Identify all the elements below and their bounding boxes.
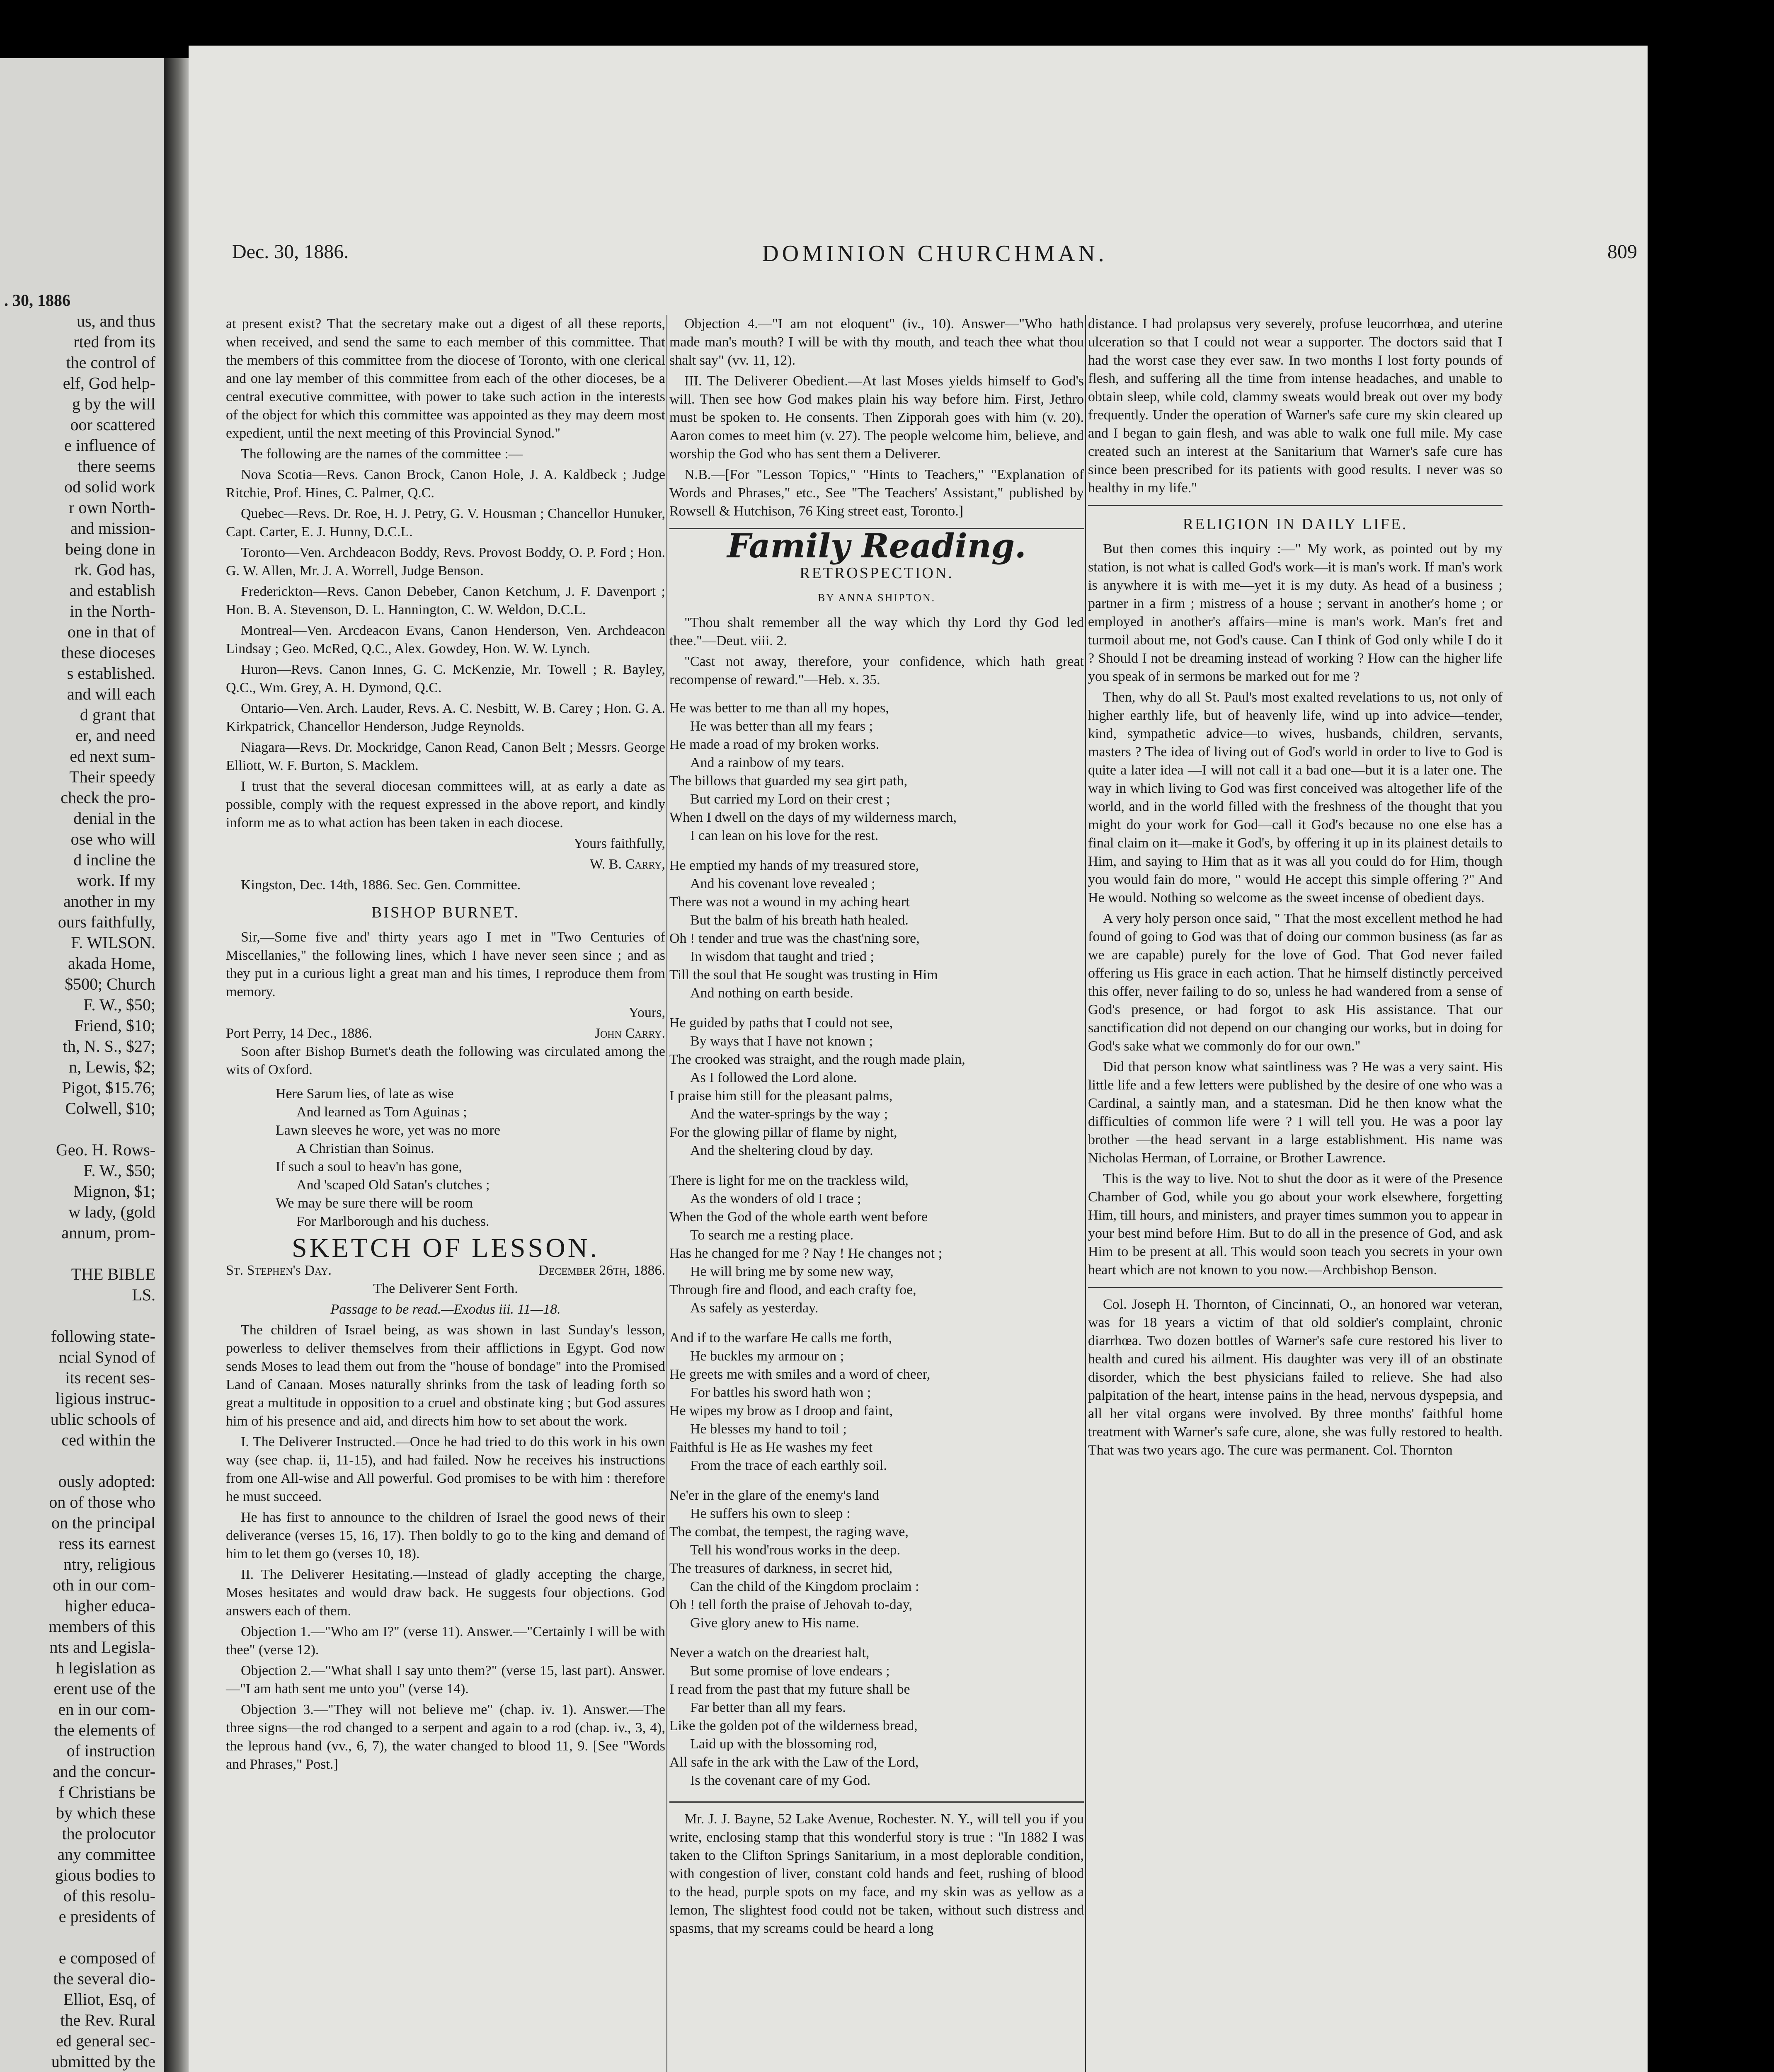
epigraph: "Thou shalt remember all the way which thy Lord thy God led thee."—Deut. viii. 2.	[669, 615, 1084, 649]
poem-line: Has he changed for me ? Nay ! He changes not ;	[669, 1246, 943, 1261]
adjacent-page-line: n, Lewis, $2;	[69, 1058, 155, 1076]
adjacent-page-line: Friend, $10;	[74, 1016, 155, 1035]
poem-line: Laid up with the blossoming rod,	[690, 1736, 877, 1752]
adjacent-page-line: the elements of	[54, 1721, 155, 1739]
section-rule	[1088, 505, 1503, 506]
poem-line: Oh ! tender and true was the chast'ning sore,	[669, 931, 920, 946]
poem-stanza	[669, 1329, 1084, 1475]
burnet-signature	[226, 1024, 665, 1043]
poem-line: In wisdom that taught and tried ;	[690, 949, 874, 964]
sketch-body	[226, 1321, 665, 1774]
adjacent-page-line: being done in	[65, 540, 155, 558]
adjacent-page-line: us, and thus	[77, 312, 155, 330]
sketch-title: SKETCH OF LESSON.	[292, 1233, 599, 1263]
sketch-dateline	[226, 1261, 665, 1280]
adjacent-page-line: and establish	[69, 581, 155, 600]
poem-line: But carried my Lord on their crest ;	[690, 792, 890, 807]
adjacent-page-line: and will each	[67, 685, 155, 703]
adjacent-page-line: these dioceses	[61, 643, 155, 662]
adjacent-page-line: ours faithfully,	[58, 913, 155, 931]
poem-stanza	[669, 1014, 1084, 1160]
committee-diocese: Niagara—Revs. Dr. Mockridge, Canon Read, Canon Belt ; Messrs. George Elliott, W. F. Burton, S. Macklem.	[226, 740, 665, 773]
poem-line: All safe in the ark with the Law of the Lord,	[669, 1755, 919, 1770]
adjacent-page-line: e influence of	[64, 436, 155, 455]
adjacent-page-date: . 30, 1886	[4, 291, 70, 310]
column-2	[669, 315, 1084, 1940]
adjacent-page-line: od solid work	[64, 477, 155, 496]
committee-diocese: Toronto—Ven. Archdeacon Boddy, Revs. Provost Boddy, O. P. Ford ; Hon. G. W. Allen, Mr. J. A. Worrell, Judge Benson.	[226, 545, 665, 579]
sketch-paragraph: The children of Israel being, as was shown in last Sunday's lesson, powerless to deliver themselves from their afflictions in Egypt. God now sends Moses to lead them out from the "house of bondage" into the Promised Land of Canaan. Moses naturally shrinks from the task of leading forth so great a multitude in opposition to a cruel and obstinate king ; but God assures him of his presence and aid, and directs him how to set about the work.	[226, 1322, 665, 1429]
poem-line: Ne'er in the glare of the enemy's land	[669, 1488, 879, 1503]
poem-line: And a rainbow of my tears.	[690, 755, 845, 770]
adjacent-page-line: denial in the	[73, 809, 155, 828]
adjacent-page-line: d incline the	[73, 850, 155, 869]
poem-line: He emptied my hands of my treasured store,	[669, 858, 919, 873]
adjacent-page-line	[0, 1243, 164, 1264]
adjacent-page-line	[0, 1305, 164, 1326]
committee-diocese: Frederickton—Revs. Canon Debeber, Canon Ketchum, J. F. Davenport ; Hon. B. A. Stevenson, D. L. Hannington, C. W. Weldon, D.C.L.	[226, 584, 665, 617]
adjacent-page-line: Mignon, $1;	[73, 1182, 155, 1201]
committee-text: at present exist? That the secretary make out a digest of all these reports, when received, and send the same to each member of this committee. That the members of this committee from the diocese of Toronto, with one clerical and one lay member of this committee from each of the other dioceses, be a central executive committee, with power to take such action in the interests of the object for which this committee was appointed as they may deem most expedient, until the next meeting of this Provincial Synod."	[226, 316, 665, 441]
adjacent-page-line: erent use of the	[53, 1679, 155, 1698]
committee-diocese: Quebec—Revs. Dr. Roe, H. J. Petry, G. V. Housman ; Chancellor Hunuker, Capt. Carter, E. J. Hunny, D.C.L.	[226, 506, 665, 540]
poem-line: I read from the past that my future shall be	[669, 1682, 910, 1697]
poem-line: Far better than all my fears.	[690, 1700, 846, 1715]
poem-line: Never a watch on the dreariest halt,	[669, 1645, 870, 1661]
religion-paragraph: A very holy person once said, " That the most excellent method he had found of going to God was that of doing our common business (as far as we are capable) purely for the love of God. That God never failed offering us His grace in each action. That he himself distinctly perceived this offer, never failing to do so, unless he had wandered from a sense of God's presence, or had forgot to ask His assistance. That our sanctification did not depend on our changing our works, but in doing for God's sake what we commonly do for our own."	[1088, 911, 1503, 1054]
adjacent-page-line: Colwell, $10;	[65, 1099, 155, 1118]
signer: W. B. Carry,	[589, 857, 665, 872]
poem-line: He will bring me by some new way,	[690, 1264, 894, 1279]
column-rule	[666, 315, 667, 2072]
closing-text: I trust that the several diocesan committees will, at as early a date as possible, comply with the request expressed in the above report, and kindly inform me as to what action has been taken in each diocese.	[226, 779, 665, 830]
column-1	[226, 315, 665, 1776]
section-rule	[669, 1801, 1084, 1803]
poem-line: To search me a resting place.	[690, 1227, 854, 1243]
sketch-day: St. Stephen's Day.	[226, 1263, 332, 1278]
adjacent-page-line: akada Home,	[68, 954, 155, 973]
sketch-paragraph: He has first to announce to the children of Israel the good news of their deliverance (verses 15, 16, 17). Then boldly to go to the king and demand of him to let them go (verses 10, 18).	[226, 1510, 665, 1561]
poem-line: For the glowing pillar of flame by night,	[669, 1125, 897, 1140]
poem-line: And 'scaped Old Satan's clutches ;	[296, 1177, 490, 1193]
lesson-paragraph: III. The Deliverer Obedient.—At last Moses yields himself to God's will. Then see how God makes plain his way before him. First, Jethro must be spoken to. He consents. Then Zipporah goes with him (v. 20). Aaron comes to meet him (v. 27). The people welcome him, believe, and worship the God who has sent them a Deliverer.	[669, 373, 1084, 462]
adjacent-page-line: r own North-	[69, 498, 155, 517]
poem-line: If such a soul to heav'n has gone,	[276, 1159, 462, 1174]
sketch-date: December 26th, 1886.	[538, 1263, 665, 1278]
adjacent-page-line: ncial Synod of	[58, 1348, 155, 1366]
poem-line: But some promise of love endears ;	[690, 1663, 890, 1679]
sketch-paragraph: II. The Deliverer Hesitating.—Instead of gladly accepting the charge, Moses hesitates and would draw back. He suggests four objections. God answers each of them.	[226, 1567, 665, 1619]
poem-line: By ways that I have not known ;	[690, 1034, 873, 1049]
adjacent-page-line: THE BIBLE	[71, 1265, 155, 1283]
adjacent-page-line: e presidents of	[58, 1907, 155, 1926]
poem-line: And the water-springs by the way ;	[690, 1106, 888, 1122]
burnet-yours: Yours,	[628, 1005, 665, 1020]
adjacent-page-line: the several dio-	[53, 1969, 155, 1988]
poem-line: Oh ! tell forth the praise of Jehovah to-day,	[669, 1597, 913, 1612]
adjacent-page-line: annum, prom-	[61, 1223, 155, 1242]
adjacent-page-line: oth in our com-	[53, 1576, 155, 1594]
adjacent-page-line: ose who will	[70, 830, 155, 848]
lesson-continued	[669, 315, 1084, 520]
adjacent-page-line: ed general sec-	[56, 2031, 155, 2050]
poem-line: Till the soul that He sought was trusting in Him	[669, 967, 938, 983]
adjacent-page-line: by which these	[56, 1803, 155, 1822]
epigraph: "Cast not away, therefore, your confidence, which hath great recompense of reward."—Heb. x. 35.	[669, 654, 1084, 687]
poem-line: And nothing on earth beside.	[690, 985, 853, 1001]
adjacent-page-line: the prolocutor	[62, 1824, 155, 1843]
adjacent-page-line: th, N. S., $27;	[63, 1037, 155, 1055]
poem-line: The crooked was straight, and the rough made plain,	[669, 1052, 965, 1067]
poem-line: Here Sarum lies, of late as wise	[276, 1086, 454, 1101]
adjacent-page-line: and the concur-	[53, 1762, 155, 1781]
retrospection-title: RETROSPECTION.	[800, 564, 954, 582]
religion-paragraph: Then, why do all St. Paul's most exalted revelations to us, not only of higher earthly life, but of heavenly life, wind up into advice—tender, kind, sympathetic advice—to wives, husbands, children, servants, masters ? The idea of living out of God's world in order to live to God is quite a later idea —I will not call it a bad one—but it is a later one. The way in which living to God was first conceived was altogether life of the world, and in the world filled with the freshness of the thought that you might do your work for God—call it God's because no one else has a final claim on it—make it God's, by offering it up in its plainest details to Him, and saying to Him that as it was all you could do for Him, though you would fain do more, " would He accept this simple offering ?" And He would. Nothing so welcome as the sweet incense of obedient days.	[1088, 690, 1503, 905]
poem-line: When the God of the whole earth went before	[669, 1209, 928, 1225]
poem-line: As safely as yesterday.	[690, 1300, 819, 1316]
poem-line: And his covenant love revealed ;	[690, 876, 875, 891]
poem-stanza	[669, 857, 1084, 1002]
poem-line: Like the golden pot of the wilderness bread,	[669, 1718, 918, 1733]
committee-names-intro: The following are the names of the committee :—	[241, 446, 523, 462]
burnet-letter: Sir,—Some five and' thirty years ago I met in "Two Centuries of Miscellanies," the following lines, which I have never seen since ; and as they put in a curious light a great man and his times, I reproduce them from memory.	[226, 929, 665, 1000]
poem-line: And the sheltering cloud by day.	[690, 1143, 873, 1158]
adjacent-page-line: and mission-	[70, 519, 155, 537]
advert-bayne-continued: distance. I had prolapsus very severely, profuse leucorrhœa, and uterine ulceration so that I could not wear a supporter. The doctors said that I had the worst case they ever saw. In two months I lost forty pounds of flesh, and suffering all the time from intense headaches, and unable to obtain sleep, while cold, clammy sweats would break out over my body frequently. Under the operation of Warner's safe cure my skin cleared up and I began to gain flesh, and was able to walk one full mile. My case created such an interest at the Sanitarium that Warner's safe cure has since been prescribed for its patients with good results. I never was so healthy in my life."	[1088, 316, 1503, 496]
adjacent-page-line: g by the will	[72, 395, 155, 413]
sketch-subtitle: The Deliverer Sent Forth.	[373, 1281, 518, 1296]
poem-stanza	[669, 699, 1084, 845]
poem-line: He buckles my armour on ;	[690, 1348, 844, 1364]
retrospection-author: BY ANNA SHIPTON.	[817, 592, 936, 604]
adjacent-page-line: of this resolu-	[63, 1886, 155, 1905]
column-3	[1088, 315, 1503, 1462]
religion-title: RELIGION IN DAILY LIFE.	[1183, 516, 1408, 533]
adjacent-page-line: Pigot, $15.76;	[62, 1078, 155, 1097]
dark-margin	[1648, 0, 1774, 2072]
adjacent-page-line: in the North-	[70, 602, 155, 620]
poem-line: As I followed the Lord alone.	[690, 1070, 857, 1085]
poem-line: He suffers his own to sleep :	[690, 1506, 851, 1521]
header-date: Dec. 30, 1886.	[232, 241, 349, 263]
adjacent-page-line: en in our com-	[58, 1700, 155, 1719]
poem-line: Lawn sleeves he wore, yet was no more	[276, 1123, 500, 1138]
adjacent-page-line: s established.	[67, 664, 155, 683]
adjacent-page-line	[0, 1450, 164, 1471]
adjacent-page-line: Their speedy	[69, 767, 155, 786]
adjacent-page-line	[0, 1119, 164, 1140]
adjacent-page-line: ligious instruc-	[55, 1389, 155, 1408]
sketch-paragraph: I. The Deliverer Instructed.—Once he had tried to do this work in his own way (see chap. ii, 11-15), and had failed. Now he receives his instructions from one All-wise and All powerful. God promises to be with him : therefore he must succeed.	[226, 1434, 665, 1504]
adjacent-page-line: the control of	[66, 353, 155, 372]
poem-line: Is the covenant care of my God.	[690, 1773, 871, 1788]
poem-line: When I dwell on the days of my wilderness march,	[669, 810, 957, 825]
adjacent-page-line: nts and Legisla-	[49, 1638, 155, 1656]
poem-line: I praise him still for the pleasant palms,	[669, 1088, 893, 1104]
poem-line: He was better than all my fears ;	[690, 719, 873, 734]
sign-line: Kingston, Dec. 14th, 1886. Sec. Gen. Committee.	[241, 877, 521, 893]
page-number: 809	[1607, 241, 1637, 263]
lesson-paragraph: N.B.—[For "Lesson Topics," "Hints to Teachers," "Explanation of Words and Phrases," etc., See "The Teachers' Assistant," published by Rowsell & Hutchison, 76 King street east, Toronto.]	[669, 467, 1084, 519]
poem-line: There was not a wound in my aching heart	[669, 894, 910, 910]
adjacent-page-line: Elliot, Esq, of	[63, 1990, 155, 2009]
poem-stanza	[669, 1486, 1084, 1632]
poem-line: Faithful is He as He washes my feet	[669, 1440, 873, 1455]
adjacent-page-line: rk. God has,	[74, 560, 155, 579]
page-header	[232, 240, 1637, 274]
adjacent-page-line: its recent ses-	[65, 1368, 155, 1387]
poem-line: He was better to me than all my hopes,	[669, 700, 889, 716]
burnet-sign-place: Port Perry, 14 Dec., 1886.	[226, 1026, 372, 1041]
adjacent-page-line: LS.	[132, 1285, 155, 1304]
poem-line: I can lean on his love for the rest.	[690, 828, 879, 843]
poem-stanza	[669, 1644, 1084, 1790]
adjacent-page-line: F. W., $50;	[83, 1161, 155, 1180]
adjacent-page-line: there seems	[78, 457, 155, 475]
adjacent-page-line: members of this	[48, 1617, 155, 1636]
poem-line: And if to the warfare He calls me forth,	[669, 1330, 892, 1346]
adjacent-page-line: elf, God help-	[63, 374, 155, 392]
adjacent-page-line: ntry, religious	[63, 1555, 155, 1573]
poem-line: Give glory anew to His name.	[690, 1615, 859, 1631]
poem-line: Can the child of the Kingdom proclaim :	[690, 1579, 919, 1594]
adjacent-page-line: higher educa-	[65, 1596, 155, 1615]
advert-bayne: Mr. J. J. Bayne, 52 Lake Avenue, Rochester. N. Y., will tell you if you write, enclosing stamp that this wonderful story is true : "In 1882 I was taken to the Clifton Springs Sanitarium, in a most deplorable condition, with congestion of liver, constant cold hands and feet, rushing of blood to the head, purple spots on my face, and my skin was as yellow as a lemon, The slightest food could not be taken, without such distress and spasms, that my screams could be heard a long	[669, 1811, 1084, 1936]
adjacent-page-line: work. If my	[77, 871, 155, 890]
committee-diocese: Montreal—Ven. Arcdeacon Evans, Canon Henderson, Ven. Archdeacon Lindsay ; Geo. McRed, Q.C., Alex. Gowdey, Hon. W. W. Lynch.	[226, 623, 665, 656]
sketch-passage: Passage to be read.—Exodus iii. 11—18.	[330, 1302, 561, 1317]
adjacent-page-line: w lady, (gold	[68, 1203, 155, 1221]
poem-line: Through fire and flood, and each crafty foe,	[669, 1282, 916, 1297]
burnet-title: BISHOP BURNET.	[371, 904, 520, 921]
committee-names	[226, 466, 665, 775]
poem-line: He blesses my hand to toil ;	[690, 1421, 847, 1437]
religion-paragraph: But then comes this inquiry :—" My work, as pointed out by my station, is not what is called God's work—it is man's work. If man's work is anywhere it is with me—yet it is my duty. As head of a business ; partner in a firm ; mistress of a house ; servant in another's home ; or employed in another's affairs—mine is man's work. Man's fret and turmoil about me, not God's cause. Can I think of God only while I do it ? Should I not be dreaming instead of working ? How can the higher life you speak of in sermons be marked out for me ?	[1088, 541, 1503, 684]
adjacent-page-line: h legislation as	[56, 1658, 155, 1677]
adjacent-page-line: ed next sum-	[70, 747, 155, 765]
advert-thornton: Col. Joseph H. Thornton, of Cincinnati, O., an honored war veteran, was for 18 years a victim of that old soldier's complaint, chronic diarrhœa. Two dozen bottles of Warner's safe cure restored his liver to health and cured his ailment. His daughter was very ill of an obstinate disorder, which the best physicians failed to relieve. She had also palpitation of the heart, intense pains in the head, nervous dyspepsia, and all her vital organs were involved. By three months' faithful home treatment with Warner's safe cure, alone, she was fully restored to health. That was two years ago. The cure was permanent. Col. Thornton	[1088, 1297, 1503, 1458]
adjacent-page-line: er, and need	[75, 726, 155, 745]
adjacent-page-line: ubmitted by the	[51, 2052, 155, 2071]
poem-line: From the trace of each earthly soil.	[690, 1458, 887, 1473]
sketch-paragraph: Objection 2.—"What shall I say unto them?" (verse 15, last part). Answer.—"I am hath sent me unto you" (verse 14).	[226, 1663, 665, 1697]
retrospection-poem	[669, 699, 1084, 1790]
poem-line: For Marlborough and his duchess.	[296, 1214, 490, 1229]
yours-line: Yours faithfully,	[573, 836, 665, 851]
lesson-paragraph: Objection 4.—"I am not eloquent" (iv., 10). Answer—"Who hath made man's mouth? I will be with thy mouth, and teach thee what thou shalt say" (vv. 11, 12).	[669, 316, 1084, 368]
poem-stanza	[669, 1172, 1084, 1317]
adjacent-page-line: ress its earnest	[58, 1534, 155, 1553]
family-reading-title: Family Reading.	[727, 526, 1026, 565]
adjacent-page-line: F. WILSON.	[71, 933, 155, 952]
adjacent-page-line: d grant that	[80, 705, 155, 724]
burnet-sign-name: John Carry.	[594, 1026, 665, 1041]
burnet-note: Soon after Bishop Burnet's death the following was circulated among the wits of Oxford.	[226, 1044, 665, 1077]
committee-diocese: Huron—Revs. Canon Innes, G. C. McKenzie, Mr. Towell ; R. Bayley, Q.C., Wm. Grey, A. H. Dymond, Q.C.	[226, 662, 665, 695]
religion-paragraph: Did that person know what saintliness was ? He was a very saint. His little life and a few letters were published by the desire of one who was a Cardinal, a saintly man, and a statesman. Did he then know what the difficulties of common life were ? I will tell you. He was a poor lay brother —the head servant in a large establishment. His name was Nicholas Herman, of Lorraine, or Brother Lawrence.	[1088, 1059, 1503, 1166]
poem-line: Tell his wond'rous works in the deep.	[690, 1542, 901, 1558]
adjacent-page-line: ously adopted:	[58, 1472, 155, 1491]
adjacent-page-line	[0, 1927, 164, 1948]
adjacent-page-line: oor scattered	[70, 415, 155, 434]
adjacent-page-line: following state-	[51, 1327, 155, 1346]
adjacent-page-line: of instruction	[66, 1741, 155, 1760]
sketch-paragraph: Objection 3.—"They will not believe me" (chap. iv. 1). Answer.—The three signs—the rod changed to a serpent and again to a rod (chap. iv., 3, 4), the leprous hand (vv., 6, 7), the water changed to blood 11, 9. [See "Words and Phrases," Post.]	[226, 1702, 665, 1772]
poem-line: And learned as Tom Aguinas ;	[296, 1104, 467, 1120]
adjacent-page-line: another in my	[63, 892, 155, 910]
poem-line: But the balm of his breath hath healed.	[690, 913, 909, 928]
poem-line: As the wonders of old I trace ;	[690, 1191, 861, 1206]
burnet-poem	[226, 1085, 665, 1231]
header-title: DOMINION CHURCHMAN.	[762, 241, 1108, 266]
adjacent-page-line: check the pro-	[61, 788, 155, 807]
religion-body	[1088, 540, 1503, 1279]
adjacent-page-line: on of those who	[49, 1493, 155, 1511]
book-gutter	[164, 58, 189, 2072]
column-rule	[1085, 315, 1086, 2072]
committee-diocese: Ontario—Ven. Arch. Lauder, Revs. A. C. Nesbitt, W. B. Carey ; Hon. G. A. Kirkpatrick, Chancellor Henderson, Judge Reynolds.	[226, 701, 665, 734]
adjacent-page-line: one in that of	[67, 622, 155, 641]
adjacent-page-line: e composed of	[58, 1949, 155, 1967]
adjacent-page-line: $500; Church	[65, 975, 155, 993]
poem-line: He made a road of my broken works.	[669, 737, 880, 752]
committee-diocese: Nova Scotia—Revs. Canon Brock, Canon Hole, J. A. Kaldbeck ; Judge Ritchie, Prof. Hines, C. Palmer, Q.C.	[226, 467, 665, 501]
adjacent-page-line: Geo. H. Rows-	[56, 1140, 155, 1159]
adjacent-page-strip	[0, 58, 164, 2072]
sketch-paragraph: Objection 1.—"Who am I?" (verse 11). Answer.—"Certainly I will be with thee" (verse 12).	[226, 1624, 665, 1658]
poem-line: He greets me with smiles and a word of cheer,	[669, 1367, 931, 1382]
adjacent-page-line: f Christians be	[58, 1783, 155, 1801]
adjacent-page-line: F. W., $50;	[83, 995, 155, 1014]
poem-line: We may be sure there will be room	[276, 1196, 473, 1211]
poem-line: A Christian than Soinus.	[296, 1141, 434, 1156]
poem-line: He wipes my brow as I droop and faint,	[669, 1403, 893, 1418]
religion-paragraph: This is the way to live. Not to shut the door as it were of the Presence Chamber of God, while you go about your work elsewhere, forgetting Him, till hours, and ministers, and prayer times summon you to appear in your best mind before Him. But to do all in the presence of God, and ask Him to be present at all. This would soon teach you secrets in your own heart which are not known to you now.—Archbishop Benson.	[1088, 1171, 1503, 1278]
poem-line: The combat, the tempest, the raging wave,	[669, 1524, 909, 1539]
section-rule	[1088, 1287, 1503, 1288]
poem-line: He guided by paths that I could not see,	[669, 1015, 893, 1031]
poem-line: The treasures of darkness, in secret hid,	[669, 1561, 893, 1576]
adjacent-page-line: gious bodies to	[55, 1866, 155, 1884]
adjacent-page-line: rted from its	[73, 332, 155, 351]
adjacent-page-line: ced within the	[61, 1431, 155, 1449]
adjacent-page-line: any committee	[57, 1845, 155, 1864]
adjacent-page-line: the Rev. Rural	[60, 2011, 155, 2029]
adjacent-page-line: ublic schools of	[50, 1410, 155, 1428]
adjacent-page-line: on the principal	[51, 1513, 155, 1532]
poem-line: The billows that guarded my sea girt path,	[669, 773, 908, 789]
poem-line: There is light for me on the trackless wild,	[669, 1173, 909, 1188]
poem-line: For battles his sword hath won ;	[690, 1385, 871, 1400]
adjacent-page-text	[0, 290, 164, 2072]
